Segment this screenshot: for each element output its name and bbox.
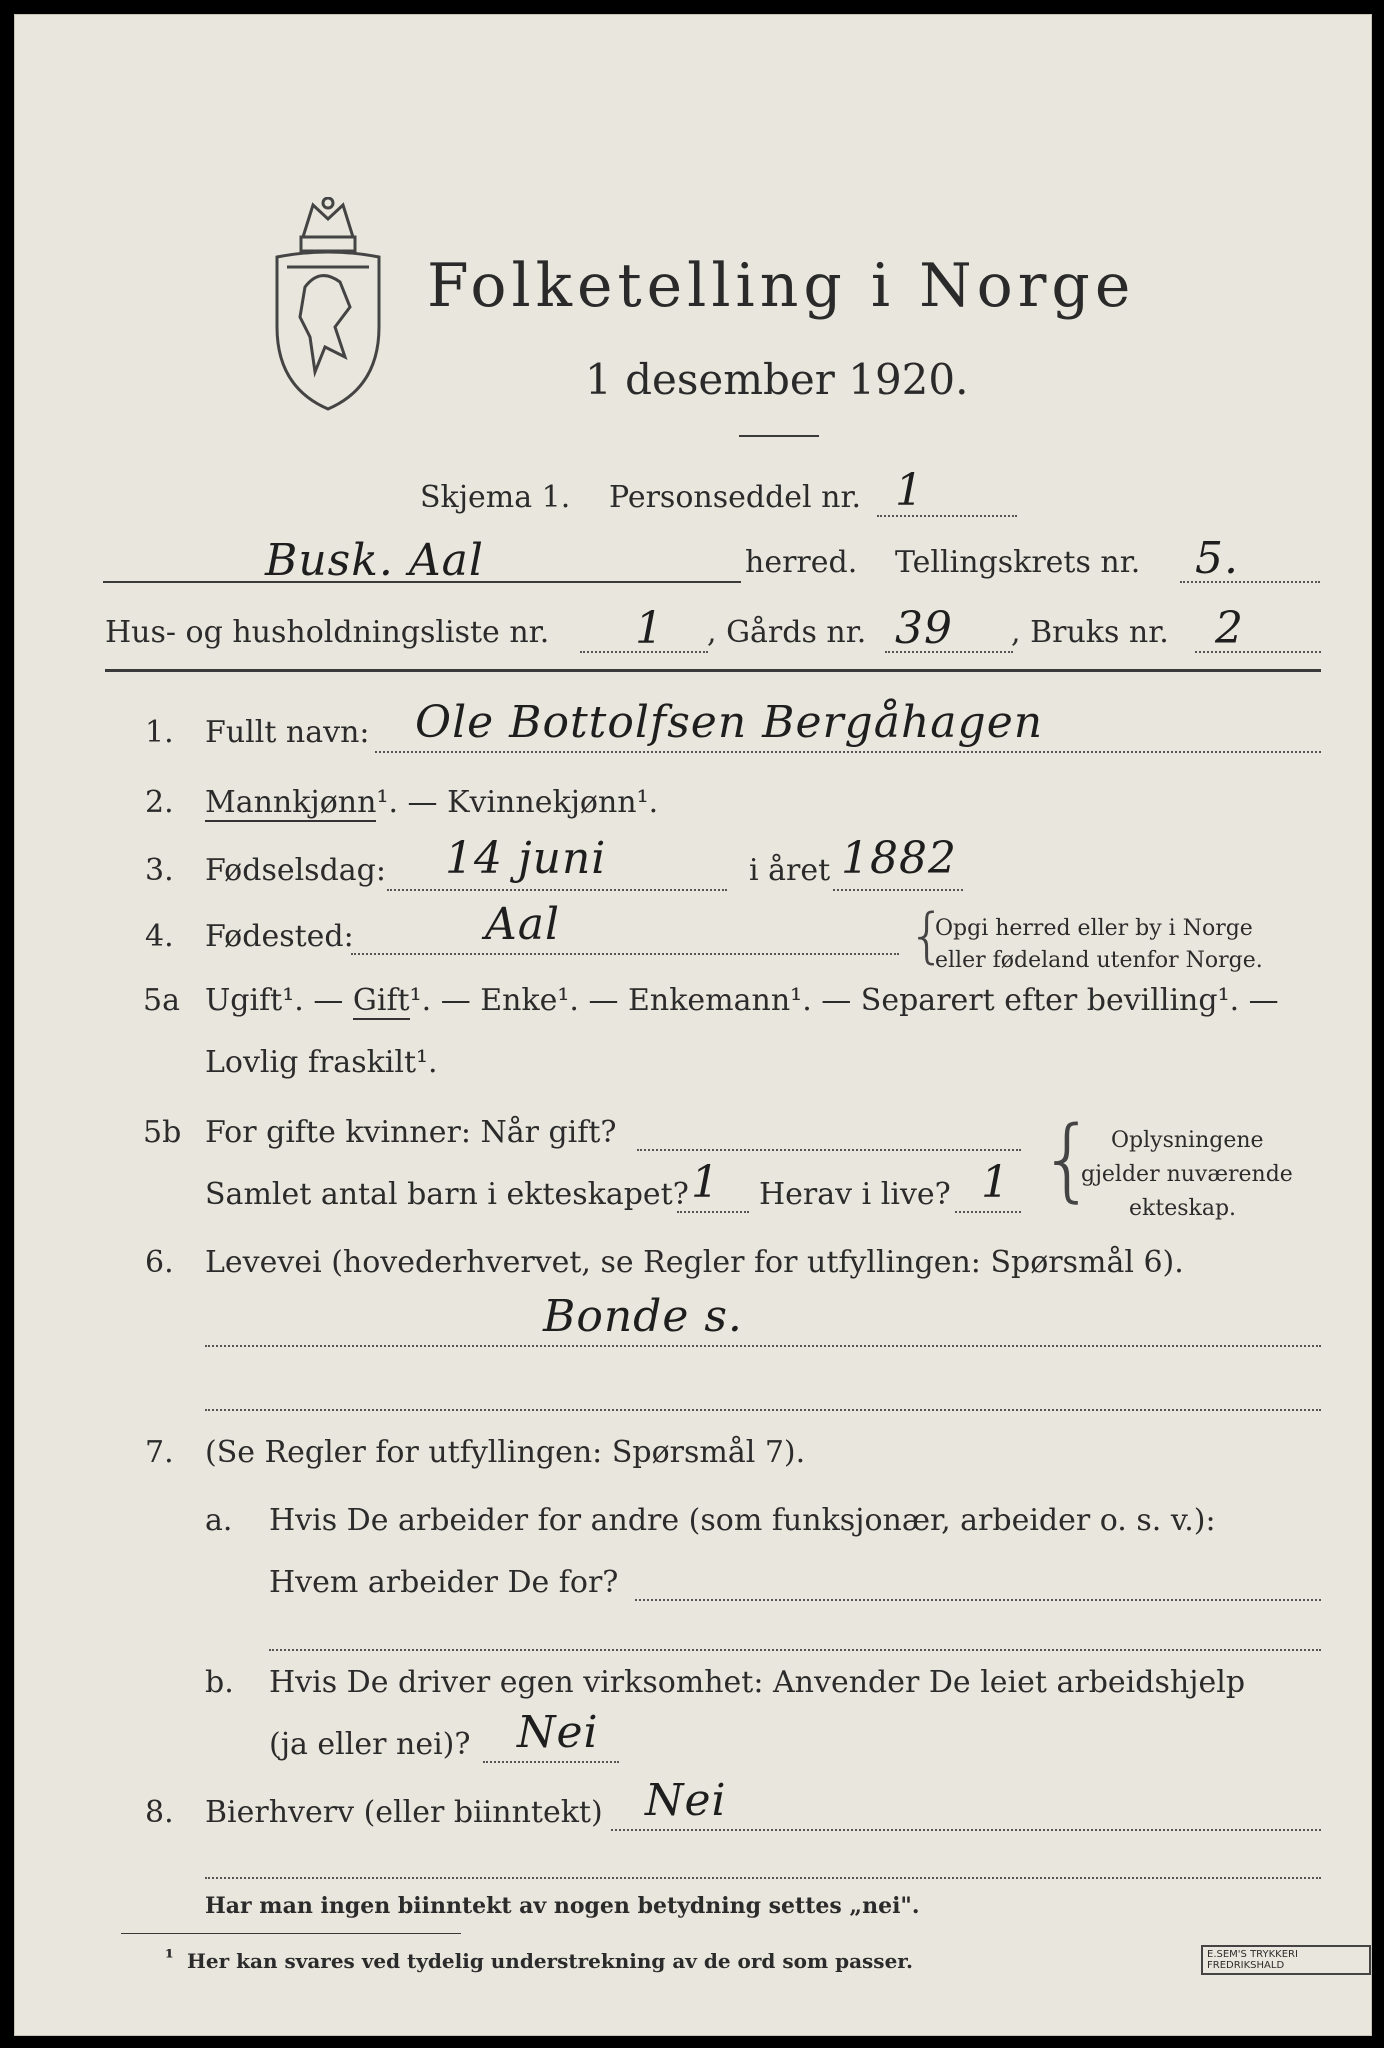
- census-form-page: [14, 14, 1372, 2036]
- q6-line-2: [205, 1409, 1321, 1411]
- brace: {: [908, 901, 947, 971]
- skjema-label: Skjema 1.: [420, 480, 571, 515]
- children-label: Samlet antal barn i ekteskapet?: [205, 1177, 689, 1212]
- q7b-text: Hvis De driver egen virksomhet: Anvender De leiet arbeidshjelp: [269, 1665, 1246, 1700]
- bruks-value: 2: [1215, 603, 1244, 654]
- ugift-option: Ugift¹. —: [205, 983, 344, 1018]
- q7a-line-2: [269, 1649, 1321, 1651]
- q8-label: Bierhverv (eller biinntekt): [205, 1795, 603, 1830]
- bruks-label: , Bruks nr.: [1011, 615, 1169, 650]
- alive-value: 1: [981, 1157, 1010, 1208]
- q7-number: 7.: [145, 1435, 174, 1470]
- q7a-letter: a.: [205, 1503, 233, 1538]
- gards-label: , Gårds nr.: [707, 615, 867, 650]
- q4-number: 4.: [145, 919, 174, 954]
- coat-of-arms-icon: [265, 197, 391, 412]
- q1-number: 1.: [145, 715, 174, 750]
- q5b-number: 5b: [143, 1115, 182, 1150]
- year-line: [833, 889, 963, 891]
- tellingskrets-line: [1180, 581, 1320, 583]
- q6-number: 6.: [145, 1245, 174, 1280]
- q4-label: Fødested:: [205, 919, 354, 954]
- q7a-line-1: [635, 1599, 1321, 1601]
- q7b-letter: b.: [205, 1665, 234, 1700]
- full-name-value: Ole Bottolfsen Bergåhagen: [415, 697, 1044, 748]
- other-marital-options: ¹. — Enke¹. — Enkemann¹. — Separert efter bevilling¹. —: [409, 983, 1279, 1018]
- q5b-note-2: gjelder nuværende: [1081, 1162, 1293, 1187]
- male-option: Mannkjønn: [205, 785, 377, 820]
- tellingskrets-label: Tellingskrets nr.: [895, 545, 1141, 580]
- printer-stamp: E.SEM'S TRYKKERI FREDRIKSHALD: [1201, 1945, 1371, 1975]
- header-divider: [105, 669, 1321, 672]
- census-date: 1 desember 1920.: [585, 355, 969, 404]
- q7a-text-2: Hvem arbeider De for?: [269, 1565, 619, 1600]
- herred-label: herred.: [745, 545, 858, 580]
- q8-line-1: [611, 1829, 1321, 1831]
- hus-line: [580, 651, 708, 653]
- q6-line-1: [205, 1345, 1321, 1347]
- alive-line: [955, 1211, 1021, 1213]
- children-value: 1: [691, 1157, 720, 1208]
- brace: {: [1039, 1107, 1097, 1212]
- bruks-line: [1195, 651, 1321, 653]
- year-label: i året: [749, 853, 831, 888]
- personseddel-label: Personseddel nr.: [609, 480, 862, 515]
- form-title: Folketelling i Norge: [427, 251, 1136, 321]
- tellingskrets-value: 5.: [1195, 533, 1239, 584]
- hired-help-value: Nei: [517, 1707, 599, 1758]
- marital-options: [205, 983, 1279, 1018]
- children-line: [677, 1211, 749, 1213]
- q4-line: [351, 953, 899, 955]
- footnote-mark: ¹: [165, 1945, 174, 1969]
- q4-note-2: eller fødeland utenfor Norge.: [935, 948, 1263, 973]
- hus-value: 1: [635, 603, 664, 654]
- q1-line: [375, 751, 1321, 753]
- q7b-text-2: (ja eller nei)?: [269, 1727, 471, 1762]
- q5b-line: [637, 1149, 1021, 1151]
- income-footnote: Har man ingen biinntekt av nogen betydning settes „nei".: [205, 1893, 920, 1919]
- underline-footnote: Her kan svares ved tydelig understrekning av de ord som passer.: [187, 1949, 913, 1973]
- hus-label: Hus- og husholdningsliste nr.: [105, 615, 550, 650]
- q8-line-2: [205, 1877, 1321, 1879]
- gards-value: 39: [895, 603, 953, 654]
- q7a-text: Hvis De arbeider for andre (som funksjonær, arbeider o. s. v.):: [269, 1503, 1216, 1538]
- personseddel-line: [877, 515, 1017, 517]
- occupation-value: Bonde s.: [543, 1291, 743, 1342]
- q5b-note-1: Oplysningene: [1111, 1128, 1264, 1153]
- personseddel-value: 1: [895, 465, 924, 516]
- q2-options: [205, 785, 658, 820]
- q2-number: 2.: [145, 785, 174, 820]
- footnote-divider: [121, 1933, 461, 1934]
- side-income-value: Nei: [645, 1775, 727, 1826]
- birthday-value: 14 juni: [445, 833, 607, 884]
- birth-year-value: 1882: [841, 833, 957, 884]
- q3-number: 3.: [145, 853, 174, 888]
- location-value: Busk. Aal: [265, 535, 484, 586]
- female-option: Kvinnekjønn¹.: [447, 785, 659, 820]
- q4-note-1: Opgi herred eller by i Norge: [935, 916, 1253, 941]
- alive-label: Herav i live?: [759, 1177, 951, 1212]
- q8-number: 8.: [145, 1795, 174, 1830]
- gards-line: [885, 651, 1013, 653]
- q5a-number: 5a: [143, 983, 180, 1018]
- q6-label: Levevei (hovederhvervet, se Regler for utfyllingen: Spørsmål 6).: [205, 1245, 1184, 1280]
- q1-label: Fullt navn:: [205, 715, 370, 750]
- q3-label: Fødselsdag:: [205, 853, 386, 888]
- fraskilt-option: Lovlig fraskilt¹.: [205, 1045, 438, 1080]
- q5b-label: For gifte kvinner: Når gift?: [205, 1115, 617, 1150]
- q7-label: (Se Regler for utfyllingen: Spørsmål 7).: [205, 1435, 806, 1470]
- q3-line: [387, 889, 727, 891]
- q7b-line: [483, 1761, 619, 1763]
- divider: [739, 435, 819, 437]
- birthplace-value: Aal: [485, 899, 561, 950]
- gift-option: Gift: [352, 983, 410, 1018]
- q2-separator: ¹. —: [376, 785, 438, 820]
- q5b-note-3: ekteskap.: [1129, 1196, 1237, 1221]
- location-line: [103, 581, 741, 583]
